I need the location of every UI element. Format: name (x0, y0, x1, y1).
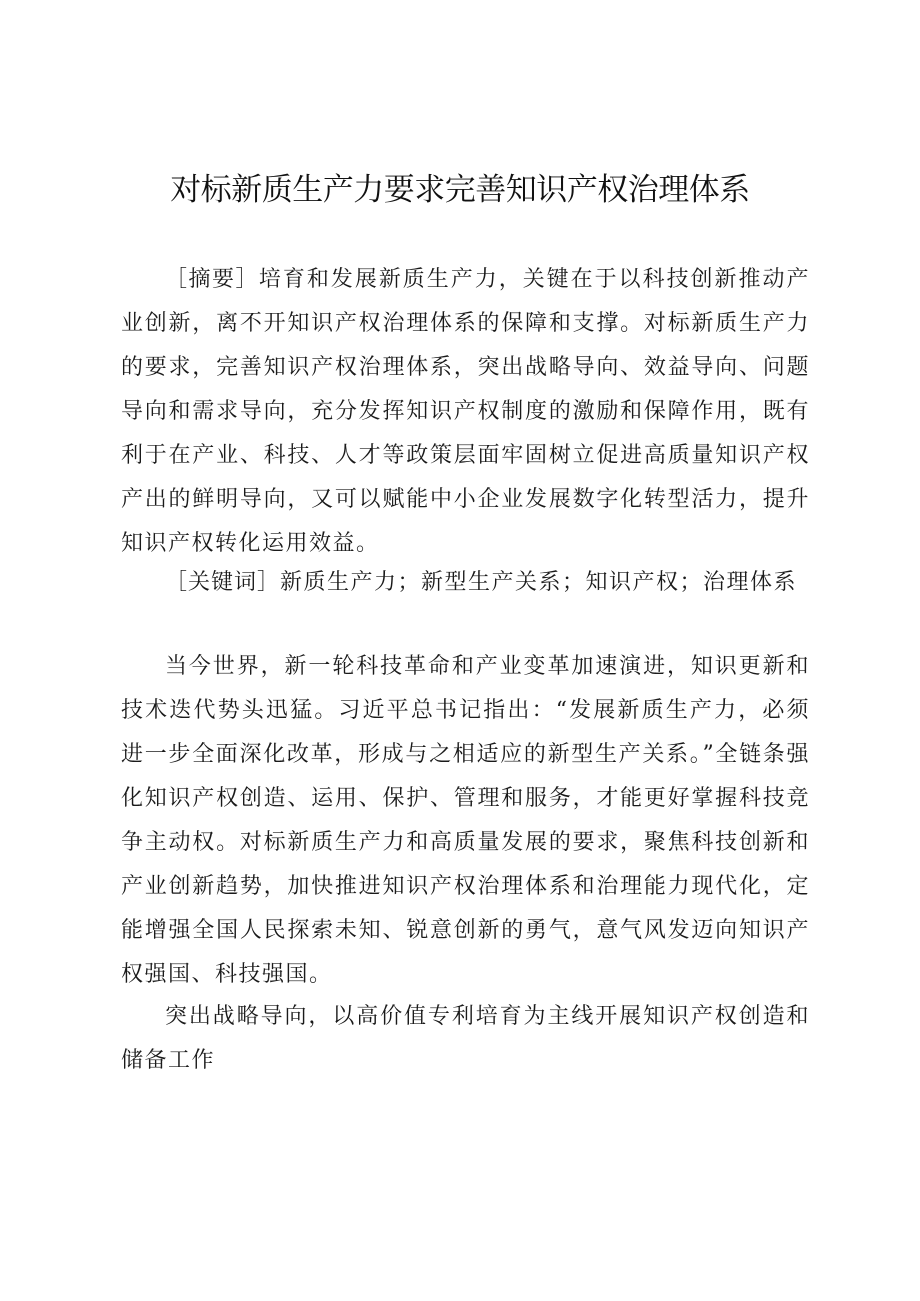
keywords-text: 新质生产力；新型生产关系；知识产权；治理体系 (280, 570, 798, 595)
abstract-label: ［摘要］ (165, 267, 259, 292)
section-heading: 突出战略导向，以高价值专利培育为主线开展知识产权创造和储备工作 (121, 1004, 810, 1073)
keywords-label: ［关键词］ (165, 570, 281, 595)
abstract-paragraph (121, 258, 810, 566)
document-title: 对标新质生产力要求完善知识产权治理体系 (170, 172, 750, 208)
body-paragraph: 当今世界，新一轮科技革命和产业变革加速演进，知识更新和技术迭代势头迅猛。习近平总书记指出：“发展新质生产力，必须进一步全面深化改革，形成与之相适应的新型生产关系。”全链条强化知识产权创造、运用、保护、管理和服务，才能更好掌握科技竞争主动权。对标新质生产力和高质量发展的要求，聚焦科技创新和产业创新趋势，加快推进知识产权治理体系和治理能力现代化，定能增强全国人民探索未知、锐意创新的勇气，意气风发迈向知识产权强国、科技强国。 (121, 654, 810, 987)
keywords-paragraph (121, 561, 810, 605)
abstract-text: 培育和发展新质生产力，关键在于以科技创新推动产业创新，离不开知识产权治理体系的保障和支撑。对标新质生产力的要求，完善知识产权治理体系，突出战略导向、效益导向、问题导向和需求导向，充分发挥知识产权制度的激励和保障作用，既有利于在产业、科技、人才等政策层面牢固树立促进高质量知识产权产出的鲜明导向，又可以赋能中小企业发展数字化转型活力，提升知识产权转化运用效益。 (121, 267, 810, 556)
